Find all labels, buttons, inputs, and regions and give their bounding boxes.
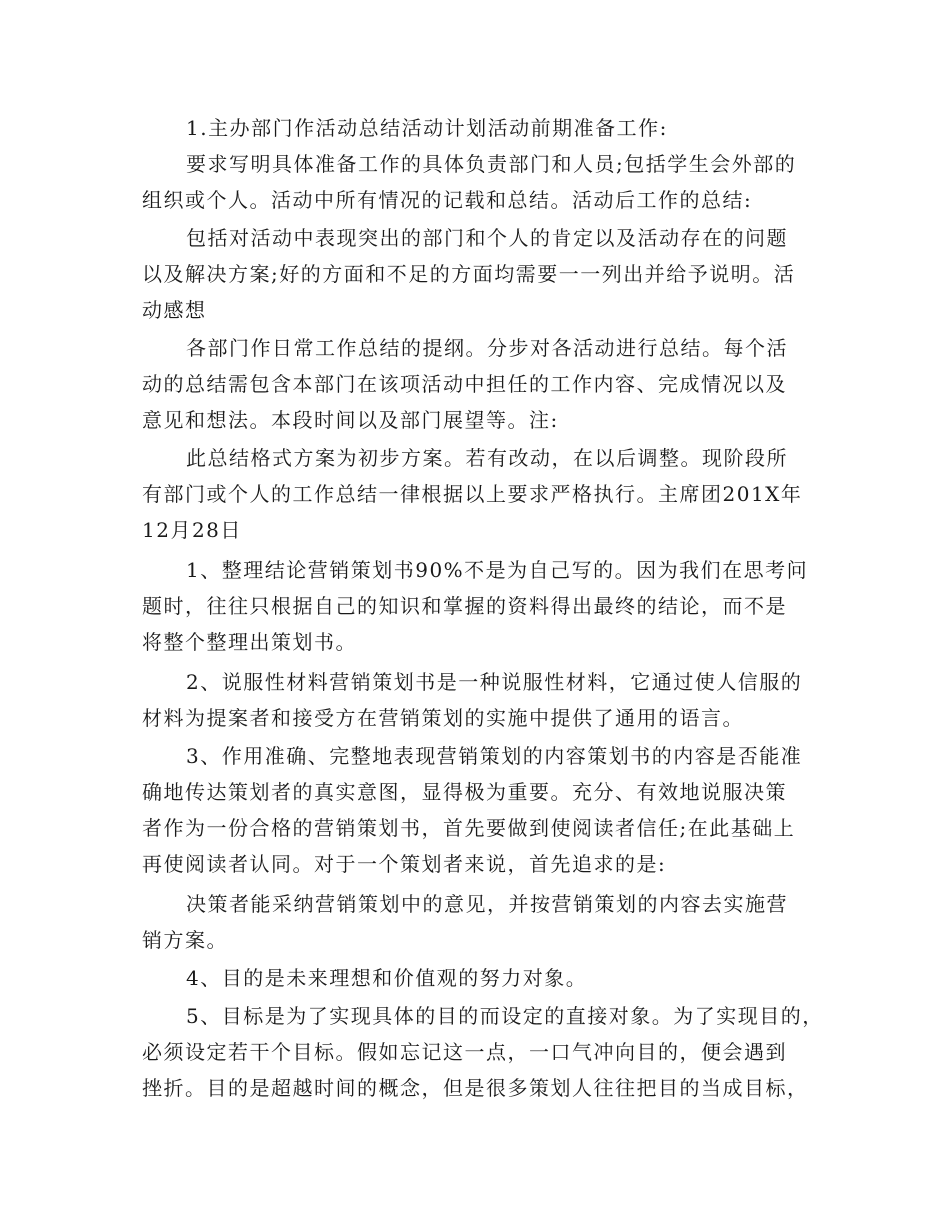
text-line: 必须设定若干个目标。假如忘记这一点，一口气冲向目的，便会遇到 <box>142 1040 787 1064</box>
text-line: 者作为一份合格的营销策划书，首先要做到使阅读者信任;在此基础上 <box>142 816 796 840</box>
text-line: 题时，往往只根据自己的知识和掌握的资料得出最终的结论，而不是 <box>142 594 787 618</box>
text-line: 动感想 <box>142 298 207 322</box>
text-line: 5、目标是为了实现具体的目的而设定的直接对象。为了实现目的， <box>186 1004 824 1028</box>
text-line: 3、作用准确、完整地表现营销策划的内容策划书的内容是否能准 <box>186 744 803 768</box>
text-line: 包括对活动中表现突出的部门和个人的肯定以及活动存在的问题 <box>186 226 788 250</box>
text-line: 材料为提案者和接受方在营销策划的实施中提供了通用的语言。 <box>142 706 744 730</box>
text-line: 此总结格式方案为初步方案。若有改动，在以后调整。现阶段所 <box>186 446 788 470</box>
text-line: 决策者能采纳营销策划中的意见，并按营销策划的内容去实施营 <box>186 892 788 916</box>
text-line: 各部门作日常工作总结的提纲。分步对各活动进行总结。每个活 <box>186 336 788 360</box>
text-line: 1.主办部门作活动总结活动计划活动前期准备工作: <box>186 116 668 140</box>
text-line: 再使阅读者认同。对于一个策划者来说，首先追求的是: <box>142 852 667 876</box>
text-line: 有部门或个人的工作总结一律根据以上要求严格执行。主席团201X年 <box>142 482 803 506</box>
text-line: 确地传达策划者的真实意图，显得极为重要。充分、有效地说服决策 <box>142 780 787 804</box>
text-line: 2、说服性材料营销策划书是一种说服性材料，它通过使人信服的 <box>186 670 803 694</box>
text-line: 4、目的是未来理想和价值观的努力对象。 <box>186 966 588 990</box>
text-line: 1、整理结论营销策划书90%不是为自己写的。因为我们在思考问 <box>186 558 809 582</box>
text-line: 以及解决方案;好的方面和不足的方面均需要一一列出并给予说明。活 <box>142 262 796 286</box>
text-line: 12月28日 <box>142 518 242 542</box>
text-line: 动的总结需包含本部门在该项活动中担任的工作内容、完成情况以及 <box>142 372 787 396</box>
text-line: 意见和想法。本段时间以及部门展望等。注: <box>142 408 559 432</box>
text-line: 销方案。 <box>142 928 228 952</box>
text-line: 挫折。目的是超越时间的概念，但是很多策划人往往把目的当成目标， <box>142 1076 809 1100</box>
text-line: 将整个整理出策划书。 <box>142 630 357 654</box>
text-line: 组织或个人。活动中所有情况的记载和总结。活动后工作的总结: <box>142 188 753 212</box>
text-line: 要求写明具体准备工作的具体负责部门和人员;包括学生会外部的 <box>186 152 797 176</box>
